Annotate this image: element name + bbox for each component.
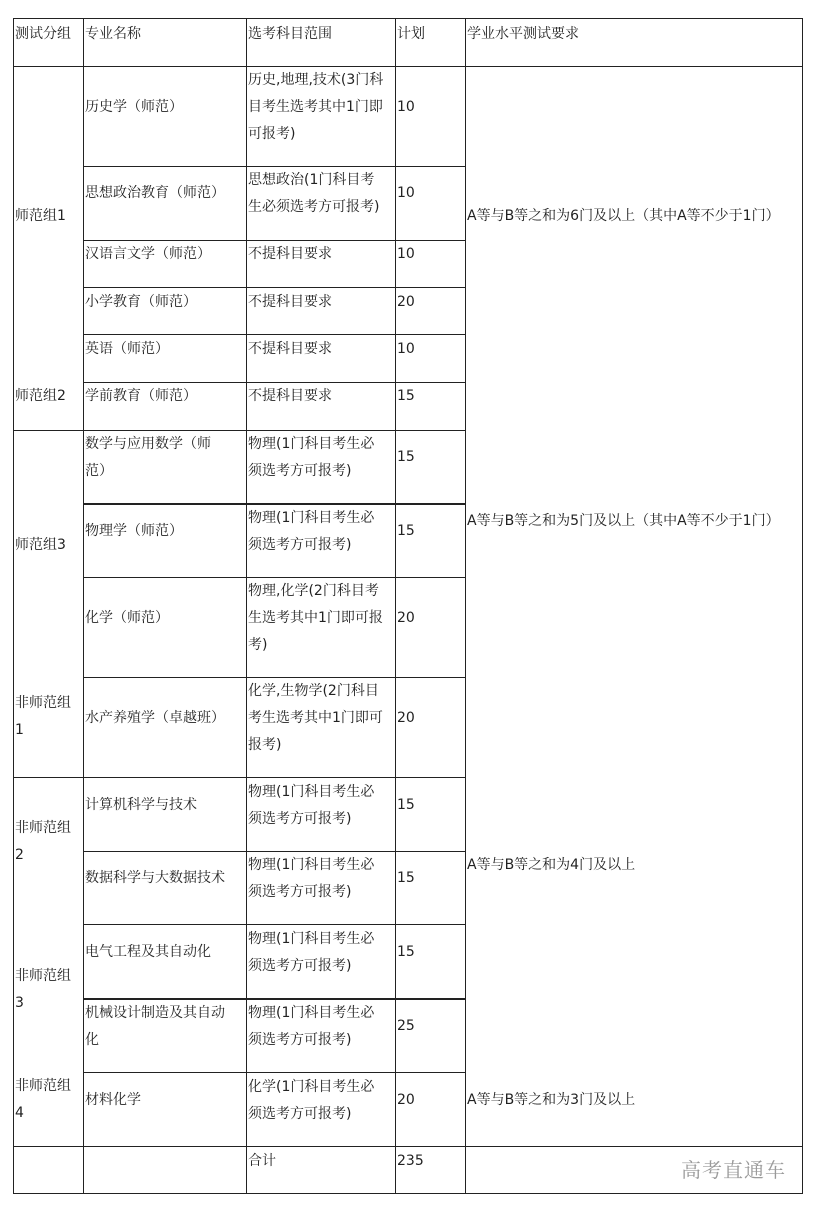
subjects-cell: 化学(1门科目考生必 须选考方可报考) [248,1079,375,1122]
grid-line [83,334,466,335]
requirement-cell: A等与B等之和为6门及以上（其中A等不少于1门） [467,208,780,224]
subjects-cell: 物理,化学(2门科目考 生选考其中1门即可报 考) [248,583,383,653]
grid-line [83,18,84,1194]
plan-cell: 15 [397,870,415,886]
group-label: 师范组3 [15,537,66,553]
group-label: 非师范组 2 [15,820,71,863]
plan-cell: 20 [397,294,415,310]
major-cell: 计算机科学与技术 [85,797,197,813]
subjects-cell: 物理(1门科目考生必 须选考方可报考) [248,436,375,479]
subjects-cell: 不提科目要求 [248,388,332,404]
requirement-cell: A等与B等之和为3门及以上 [467,1092,636,1108]
plan-cell: 25 [397,1018,415,1034]
grid-line [13,18,803,19]
header-plan: 计划 [397,26,425,42]
major-cell: 数据科学与大数据技术 [85,870,225,886]
plan-cell: 10 [397,99,415,115]
major-cell: 思想政治教育（师范） [85,185,225,201]
subjects-cell: 化学,生物学(2门科目 考生选考其中1门即可 报考) [248,683,383,753]
requirement-cell: A等与B等之和为4门及以上 [467,857,636,873]
grid-line [83,998,466,1000]
subjects-cell: 物理(1门科目考生必 须选考方可报考) [248,784,375,827]
major-cell: 材料化学 [85,1092,141,1108]
major-cell: 水产养殖学（卓越班） [85,710,225,726]
plan-cell: 15 [397,797,415,813]
grid-line [13,1193,803,1194]
subjects-cell: 物理(1门科目考生必 须选考方可报考) [248,931,375,974]
grid-line [83,503,466,505]
subjects-cell: 不提科目要求 [248,294,332,310]
header-major: 专业名称 [85,26,141,42]
grid-line [13,777,466,778]
subjects-cell: 物理(1门科目考生必 须选考方可报考) [248,510,375,553]
plan-cell: 20 [397,1092,415,1108]
plan-cell: 10 [397,246,415,262]
subjects-cell: 思想政治(1门科目考 生必须选考方可报考) [248,172,380,215]
grid-line [83,166,466,167]
grid-line [395,18,396,1194]
grid-line [465,18,466,1194]
major-cell: 汉语言文学（师范） [85,246,211,262]
major-cell: 英语（师范） [85,341,169,357]
group-label: 非师范组 4 [15,1078,71,1121]
plan-cell: 15 [397,388,415,404]
grid-line [83,851,466,852]
major-cell: 机械设计制造及其自动 化 [85,1005,225,1048]
grid-line [83,287,466,288]
grid-line [13,430,466,431]
major-cell: 历史学（师范） [85,99,183,115]
major-cell: 电气工程及其自动化 [85,944,211,960]
grid-line [13,18,14,1194]
plan-cell: 15 [397,523,415,539]
plan-cell: 10 [397,185,415,201]
group-label: 师范组1 [15,208,66,224]
grid-line [802,18,803,1194]
plan-cell: 15 [397,449,415,465]
grid-line [83,924,466,925]
header-group: 测试分组 [15,26,71,42]
grid-line [83,1072,466,1073]
grid-line [83,382,466,383]
group-label: 师范组2 [15,388,66,404]
header-requirement: 学业水平测试要求 [467,26,579,42]
group-label: 非师范组 3 [15,968,71,1011]
major-cell: 物理学（师范） [85,523,183,539]
total-label: 合计 [248,1153,276,1169]
grid-line [13,1146,803,1147]
plan-cell: 15 [397,944,415,960]
major-cell: 小学教育（师范） [85,294,197,310]
grid-line [83,677,466,678]
subjects-cell: 不提科目要求 [248,341,332,357]
plan-cell: 20 [397,710,415,726]
major-cell: 化学（师范） [85,610,169,626]
subjects-cell: 历史,地理,技术(3门科 目考生选考其中1门即 可报考) [248,72,384,142]
subjects-cell: 物理(1门科目考生必 须选考方可报考) [248,857,375,900]
group-label: 非师范组 1 [15,695,71,738]
subjects-cell: 不提科目要求 [248,246,332,262]
watermark-text: 高考直通车 [681,1158,786,1182]
grid-line [83,577,466,578]
grid-line [83,240,466,241]
requirement-cell: A等与B等之和为5门及以上（其中A等不少于1门） [467,513,780,529]
plan-cell: 10 [397,341,415,357]
grid-line [246,18,247,1194]
subjects-cell: 物理(1门科目考生必 须选考方可报考) [248,1005,375,1048]
major-cell: 数学与应用数学（师 范） [85,436,211,479]
grid-line [13,66,803,67]
plan-cell: 20 [397,610,415,626]
total-value: 235 [397,1153,424,1169]
major-cell: 学前教育（师范） [85,388,197,404]
header-subjects: 选考科目范围 [248,26,332,42]
